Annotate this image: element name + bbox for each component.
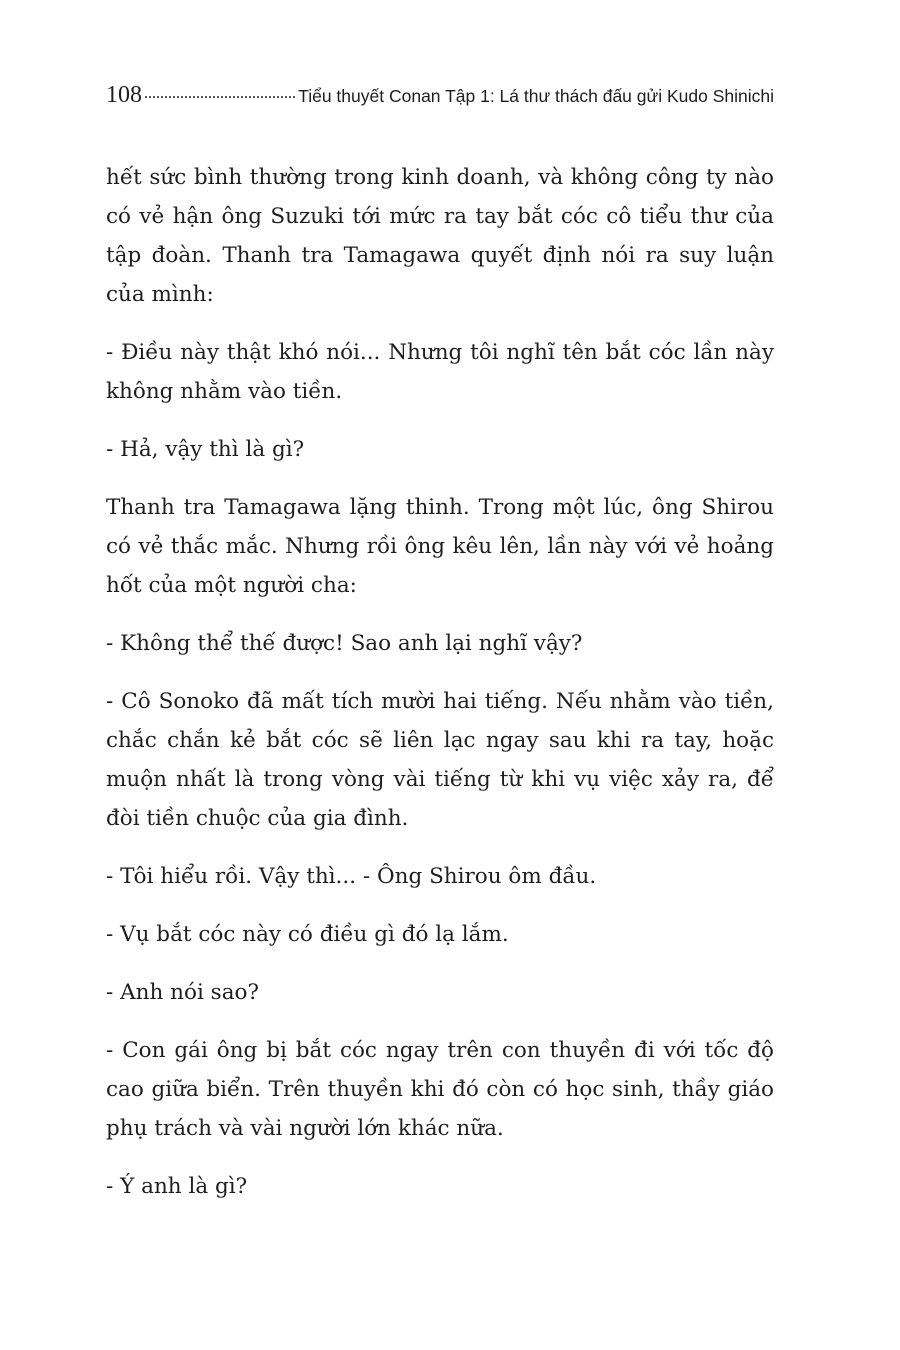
paragraph: - Vụ bắt cóc này có điều gì đó lạ lắm. (106, 922, 509, 947)
paragraph: Thanh tra Tamagawa lặng thinh. Trong một lúc, ông Shirou có vẻ thắc mắc. Nhưng rồi ông kêu lên, lần này với vẻ hoảng hốt của một người cha: (106, 495, 774, 598)
page-number: 108 (106, 82, 142, 108)
dot-leader (145, 96, 295, 98)
page-body (106, 158, 774, 1225)
paragraph: - Không thể thế được! Sao anh lại nghĩ vậy? (106, 631, 583, 656)
running-title: Tiểu thuyết Conan Tập 1: Lá thư thách đấu gửi Kudo Shinichi (298, 86, 774, 106)
running-header (106, 82, 774, 112)
paragraph: - Ý anh là gì? (106, 1174, 248, 1199)
paragraph: - Cô Sonoko đã mất tích mười hai tiếng. Nếu nhằm vào tiền, chắc chắn kẻ bắt cóc sẽ liên lạc ngay sau khi ra tay, hoặc muộn nhất là trong vòng vài tiếng từ khi vụ việc xảy ra, để đòi tiền chuộc của gia đình. (106, 689, 774, 831)
paragraph: - Tôi hiểu rồi. Vậy thì... - Ông Shirou ôm đầu. (106, 864, 597, 889)
paragraph: - Điều này thật khó nói... Nhưng tôi nghĩ tên bắt cóc lần này không nhằm vào tiền. (106, 340, 774, 404)
paragraph: - Con gái ông bị bắt cóc ngay trên con thuyền đi với tốc độ cao giữa biển. Trên thuyền khi đó còn có học sinh, thầy giáo phụ trách và vài người lớn khác nữa. (106, 1038, 774, 1141)
paragraph: hết sức bình thường trong kinh doanh, và không công ty nào có vẻ hận ông Suzuki tới mức ra tay bắt cóc cô tiểu thư của tập đoàn. Thanh tra Tamagawa quyết định nói ra suy luận của mình: (106, 165, 774, 307)
paragraph: - Hả, vậy thì là gì? (106, 437, 305, 462)
paragraph: - Anh nói sao? (106, 980, 259, 1005)
